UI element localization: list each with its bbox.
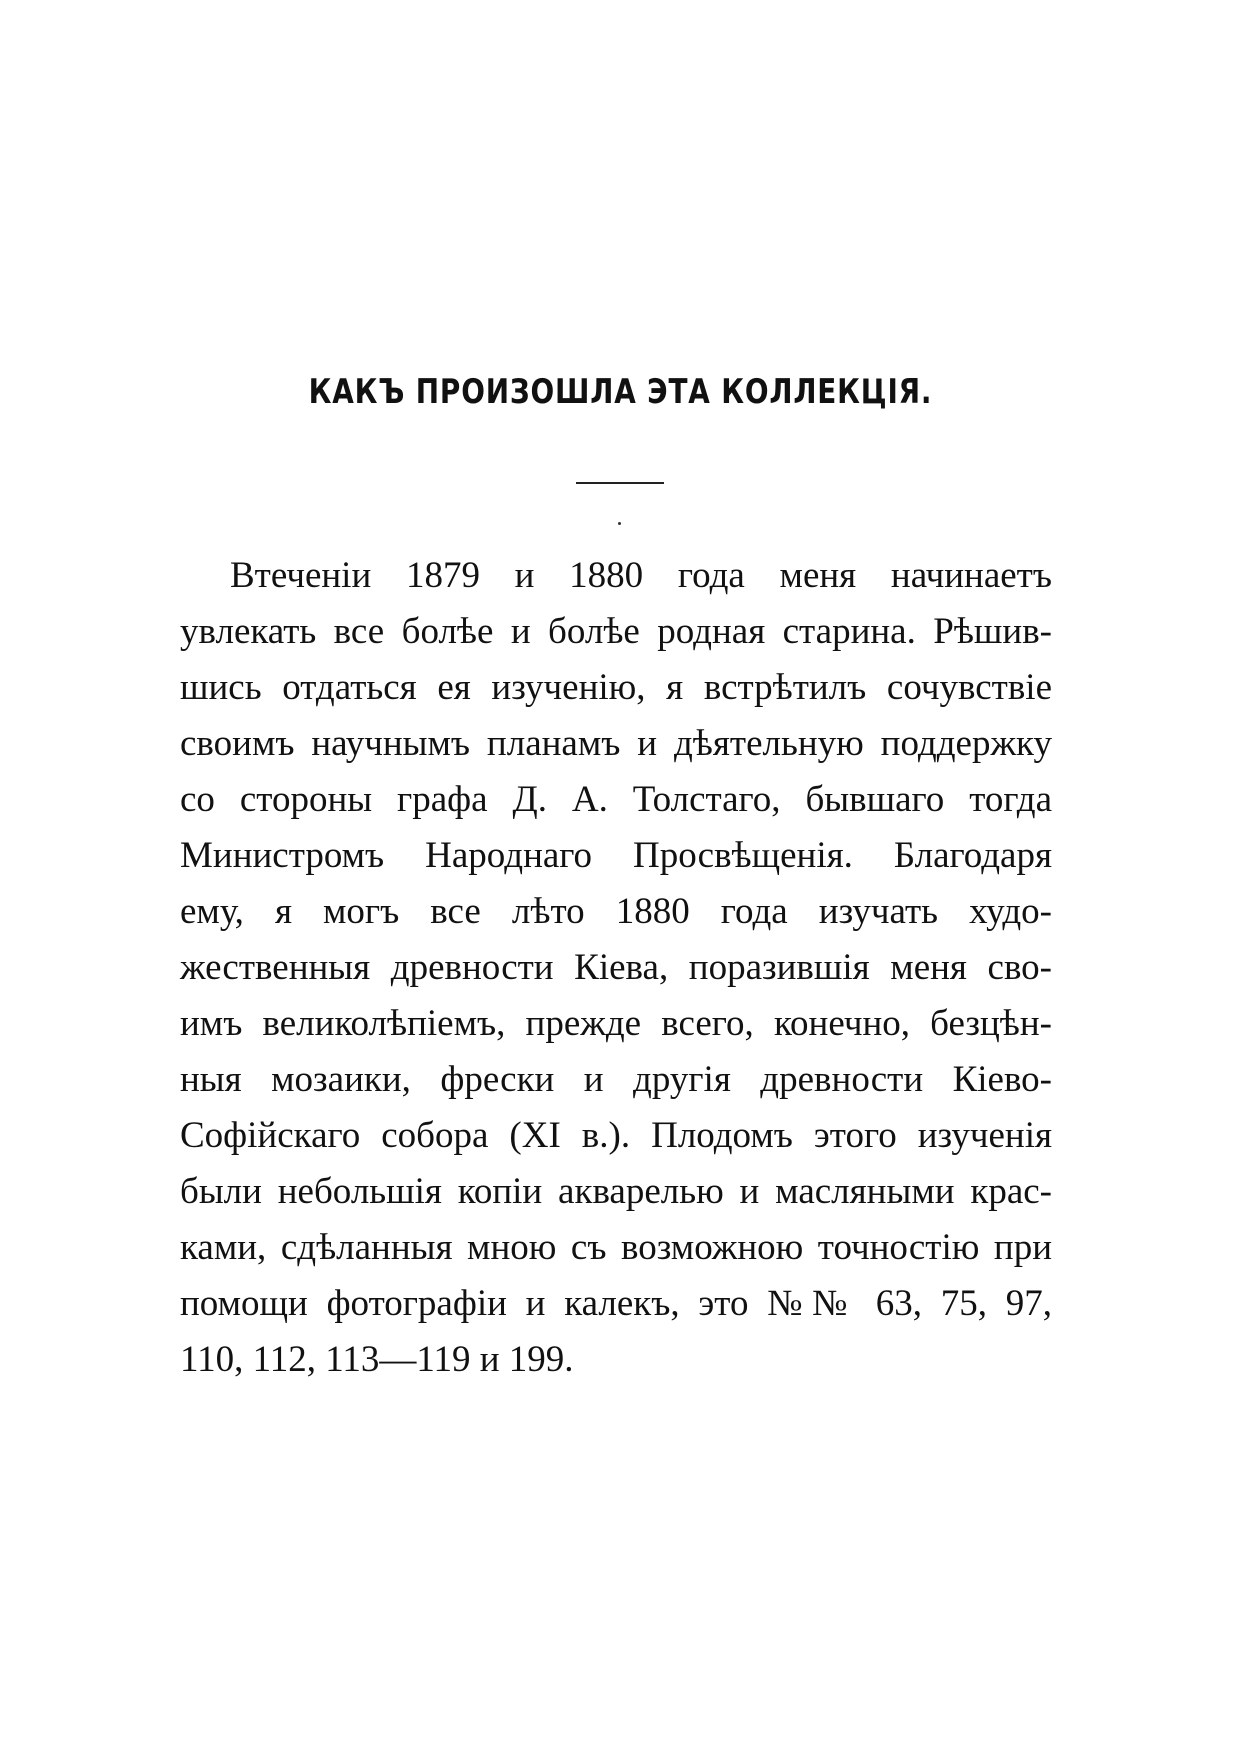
paragraph-line: были небольшія копіи акварелью и масляными крас- — [180, 1171, 1052, 1212]
paragraph-line: увлекать все болѣе и болѣе родная старина. Рѣшив- — [180, 611, 1052, 652]
print-speck — [618, 522, 621, 525]
paragraph-line: ками, сдѣланныя мною съ возможною точностію при — [180, 1227, 1052, 1268]
paragraph-line: ныя мозаики, фрески и другія древности Кіево- — [180, 1059, 1052, 1100]
paragraph-line: со стороны графа Д. А. Толстаго, бывшаго тогда — [180, 779, 1052, 820]
paragraph-line: ему, я могъ все лѣто 1880 года изучать худо- — [180, 891, 1052, 932]
paragraph-line: Софійскаго собора (XI в.). Плодомъ этого изученія — [180, 1115, 1052, 1156]
body-paragraph — [180, 548, 1052, 1388]
paragraph-line: жественныя древности Кіева, поразившія меня сво- — [180, 947, 1052, 988]
paragraph-line: имъ великолѣпіемъ, прежде всего, конечно, безцѣн- — [180, 1003, 1052, 1044]
paragraph-line: своимъ научнымъ планамъ и дѣятельную поддержку — [180, 723, 1052, 764]
heading-rule — [576, 482, 664, 484]
paragraph-line: шись отдаться ея изученію, я встрѣтилъ сочувствіе — [180, 667, 1052, 708]
paragraph-line: Министромъ Народнаго Просвѣщенія. Благодаря — [180, 835, 1052, 876]
paragraph-line: Втеченіи 1879 и 1880 года меня начинаетъ — [230, 555, 1052, 596]
page-heading: КАКЪ ПРОИЗОШЛА ЭТА КОЛЛЕКЦІЯ. — [308, 372, 933, 412]
paragraph-line: помощи фотографіи и калекъ, это №№ 63, 75, 97, — [180, 1283, 1052, 1324]
paragraph-line: 110, 112, 113—119 и 199. — [180, 1339, 574, 1380]
